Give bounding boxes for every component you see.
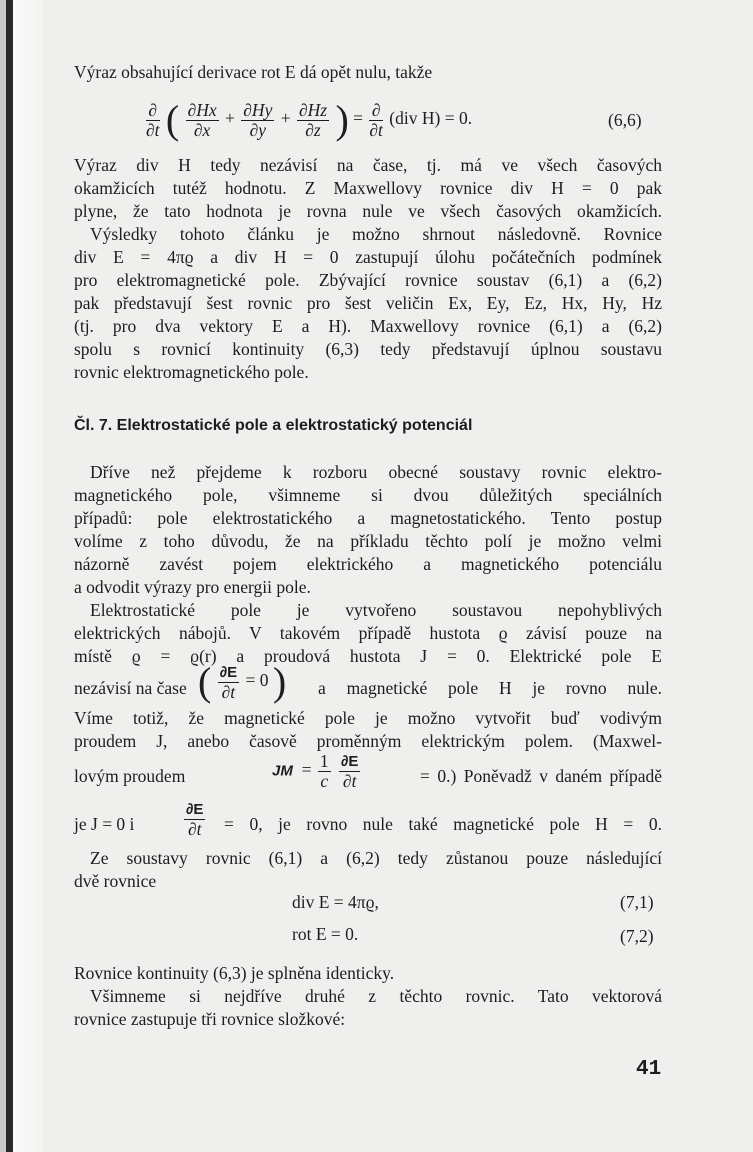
text-line: volíme z toho důvodu, že na příkladu těchto polí je možno velmi [74, 531, 662, 551]
equation-label: (7,1) [620, 892, 654, 912]
equation-label: (6,6) [608, 110, 642, 130]
text-line: nezávisí na čase [74, 678, 187, 698]
text-line: plyne, že tato hodnota je rovna nule ve všech časových okamžicích. [74, 201, 662, 221]
equation-label: (7,2) [620, 926, 654, 946]
text-line: Výraz div H tedy nezávisí na čase, tj. má ve všech časových [74, 155, 662, 175]
text-line: Výsledky tohoto článku je možno shrnout následovně. Rovnice [90, 224, 662, 244]
inline-equation: JM = $\frac{1}{c}$ $\frac{\partial E}{\partial t}$ [272, 751, 359, 791]
page-binding-shadow [6, 0, 13, 1152]
text-line: spolu s rovnicí kontinuity (6,3) tedy představují úplnou soustavu [74, 339, 662, 359]
fraction: $\frac{\partial Hx}{\partial x}$ [187, 99, 217, 140]
text-line: lovým proudem [74, 766, 186, 786]
text-line: místě ϱ = ϱ(r) a proudová hustota J = 0. Elektrické pole E [74, 646, 662, 666]
fraction: $\frac{\partial}{\partial t}$ [369, 99, 383, 140]
text-line: případů: pole elektrostatického a magnetostatického. Tento postup [74, 508, 662, 528]
text-line: rovnice zastupuje tři rovnice složkové: [74, 1009, 346, 1029]
page-number: 41 [636, 1058, 662, 1081]
equation-7-2: rot E = 0. [292, 924, 359, 944]
section-heading: Čl. 7. Elektrostatické pole a elektrostatický potenciál [74, 417, 473, 434]
text-line: = 0, je rovno nule také magnetické pole H = 0. [224, 814, 662, 834]
equation-6-6: $\frac{\partial}{\partial t}$ ( $\frac{\partial Hx}{\partial x}$ + $\frac{\partial Hy}{\partial y}$ + $\frac{\partial Hz}{\partial z}$ ) = $\frac{\partial}{\partial t}$ (div H) = 0. [146, 97, 473, 142]
text-line: proudem J, anebo časově proměnným elektrickým polem. (Maxwel- [74, 731, 662, 751]
text-line: div E = 4πϱ a div H = 0 zastupují úlohu počátečních podmínek [74, 247, 662, 267]
inline-equation: $\frac{\partial E}{\partial t}$ [186, 801, 204, 839]
text-line: a odvodit výrazy pro energii pole. [74, 577, 311, 597]
text-line: pak představují šest rovnic pro šest veličin Ex, Ey, Ez, Hx, Hy, Hz [74, 293, 662, 313]
inline-equation: ( $\frac{\partial E}{\partial t}$ = 0 ) [198, 659, 287, 704]
text-line: okamžicích tutéž hodnotu. Z Maxwellovy rovnice div H = 0 pak [74, 178, 662, 198]
intro-line: Výraz obsahující derivace rot E dá opět nulu, takže [74, 62, 433, 82]
text-line: Víme totiž, že magnetické pole je možno vytvořit buď vodivým [74, 708, 662, 728]
text-line: elektrických nábojů. V takovém případě hustota ϱ závisí pouze na [74, 623, 662, 643]
text-line: Všimneme si nejdříve druhé z těchto rovnic. Tato vektorová [90, 986, 662, 1006]
equation-7-1: div E = 4πϱ, [292, 892, 379, 912]
text-line: rovnic elektromagnetického pole. [74, 362, 309, 382]
text-line: Rovnice kontinuity (6,3) je splněna identicky. [74, 963, 395, 983]
text-line: a magnetické pole H je rovno nule. [318, 678, 662, 698]
fraction: $\frac{\partial Hz}{\partial z}$ [298, 99, 328, 140]
text-line: dvě rovnice [74, 871, 157, 891]
text-line: = 0.) Poněvadž v daném případě [420, 766, 662, 786]
text-line: Dříve než přejdeme k rozboru obecné soustavy rovnic elektro- [90, 462, 662, 482]
fraction: $\frac{\partial}{\partial t}$ [146, 99, 160, 140]
text-line: Ze soustavy rovnic (6,1) a (6,2) tedy zůstanou pouze následující [90, 848, 662, 868]
page-margin [13, 0, 43, 1152]
fraction: $\frac{\partial Hy}{\partial y}$ [243, 99, 273, 140]
text-line: pro elektromagnetické pole. Zbývající rovnice soustav (6,1) a (6,2) [74, 270, 662, 290]
text-line: magnetického pole, všimneme si dvou důležitých speciálních [74, 485, 662, 505]
text-line: Elektrostatické pole je vytvořeno soustavou nepohyblivých [90, 600, 662, 620]
text-line: je J = 0 i [74, 814, 135, 834]
text-line: názorně zavést pojem elektrického a magnetického potenciálu [74, 554, 662, 574]
text-line: (tj. pro dva vektory E a H). Maxwellovy rovnice (6,1) a (6,2) [74, 316, 662, 336]
